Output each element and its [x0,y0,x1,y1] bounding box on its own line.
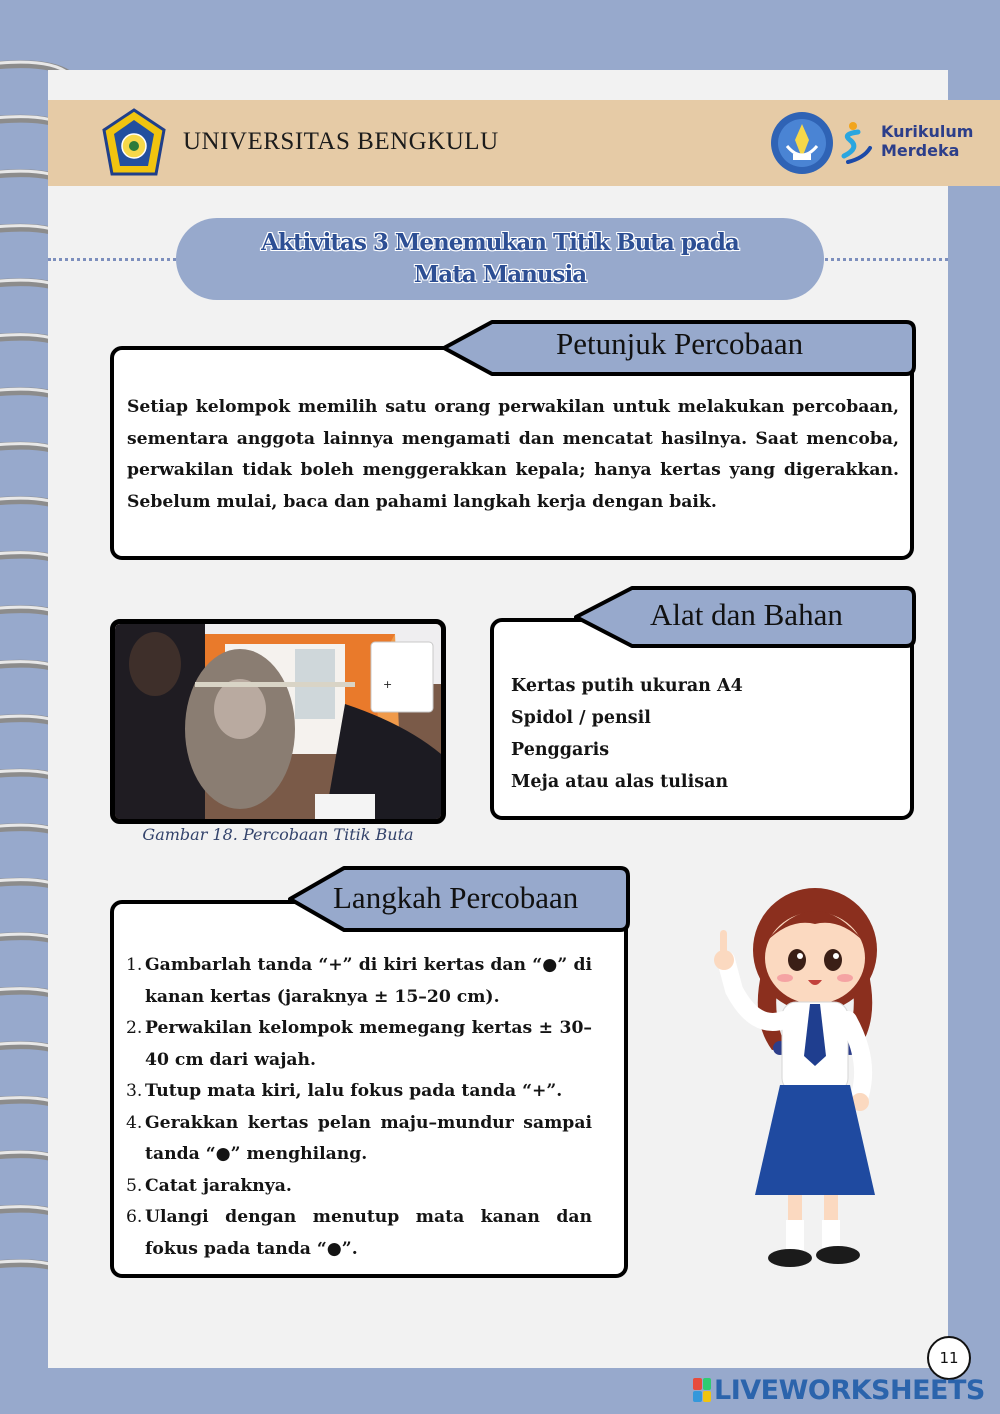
student-girl-illustration-icon [700,880,900,1280]
figure-caption: Gambar 18. Percobaan Titik Buta [142,825,414,844]
langkah-step [126,950,592,1013]
title-dotted-line-right [812,258,948,261]
step-text: Tutup mata kiri, lalu fokus pada tanda “+”. [145,1081,563,1101]
langkah-step [126,1171,592,1203]
langkah-step [126,1076,592,1108]
alat-item: Penggaris [511,740,610,760]
activity-title-line1: Aktivitas 3 Menemukan Titik Buta pada [261,229,739,256]
step-text: Perwakilan kelompok memegang kertas ± 30–40 cm dari wajah. [145,1018,592,1070]
liveworksheets-logo[interactable] [693,1374,985,1406]
activity-title-line2: Mata Manusia [413,261,587,288]
step-text: Ulangi dengan menutup mata kanan dan fokus pada tanda “●”. [145,1207,592,1259]
petunjuk-text: Setiap kelompok memilih satu orang perwakilan untuk melakukan percobaan, sementara anggota lainnya mengamati dan mencatat hasilnya. Saat mencoba, perwakilan tidak boleh menggerakkan kepala; hanya kertas yang digerakkan. Sebelum mulai, baca dan pahami langkah kerja dengan baik. [127,397,899,512]
photo-illustration [115,624,441,819]
step-text: Catat jaraknya. [145,1175,292,1196]
liveworksheets-icon [693,1378,711,1402]
langkah-step [126,1108,592,1171]
petunjuk-heading: Petunjuk Percobaan [556,326,804,361]
merdeka-label: Merdeka [881,141,960,160]
step-number: 4. [126,1112,143,1133]
langkah-list [126,950,592,1265]
step-number: 2. [126,1018,143,1038]
step-number: 3. [126,1081,143,1101]
page-number: 11 [927,1336,971,1380]
alat-item: Spidol / pensil [511,708,651,728]
step-number: 5. [126,1175,143,1196]
alat-item: Meja atau alas tulisan [511,772,729,792]
step-number: 1. [126,955,143,975]
alat-item: Kertas putih ukuran A4 [511,676,743,696]
langkah-heading: Langkah Percobaan [333,880,579,915]
universitas-bengkulu-logo-icon [100,108,168,178]
step-text: Gambarlah tanda “+” di kiri kertas dan “●” di kanan kertas (jaraknya ± 15–20 cm). [145,955,592,1007]
langkah-step [126,1013,592,1076]
alat-list [511,670,743,798]
svg-text:+: + [383,678,393,691]
activity-title [176,218,824,300]
university-name: UNIVERSITAS BENGKULU [183,128,499,155]
langkah-step [126,1202,592,1265]
kurikulum-label: Kurikulum [881,122,974,141]
liveworksheets-brand: LIVEWORKSHEETS [714,1374,985,1406]
kurikulum-merdeka-text [881,122,973,160]
alat-heading: Alat dan Bahan [650,597,843,632]
title-dotted-line-left [48,258,188,261]
step-number: 6. [126,1207,143,1227]
tut-wuri-handayani-logo-icon [769,110,835,176]
blind-spot-experiment-photo [110,619,446,824]
step-text: Gerakkan kertas pelan maju–mundur sampai tanda “●” menghilang. [145,1112,592,1164]
